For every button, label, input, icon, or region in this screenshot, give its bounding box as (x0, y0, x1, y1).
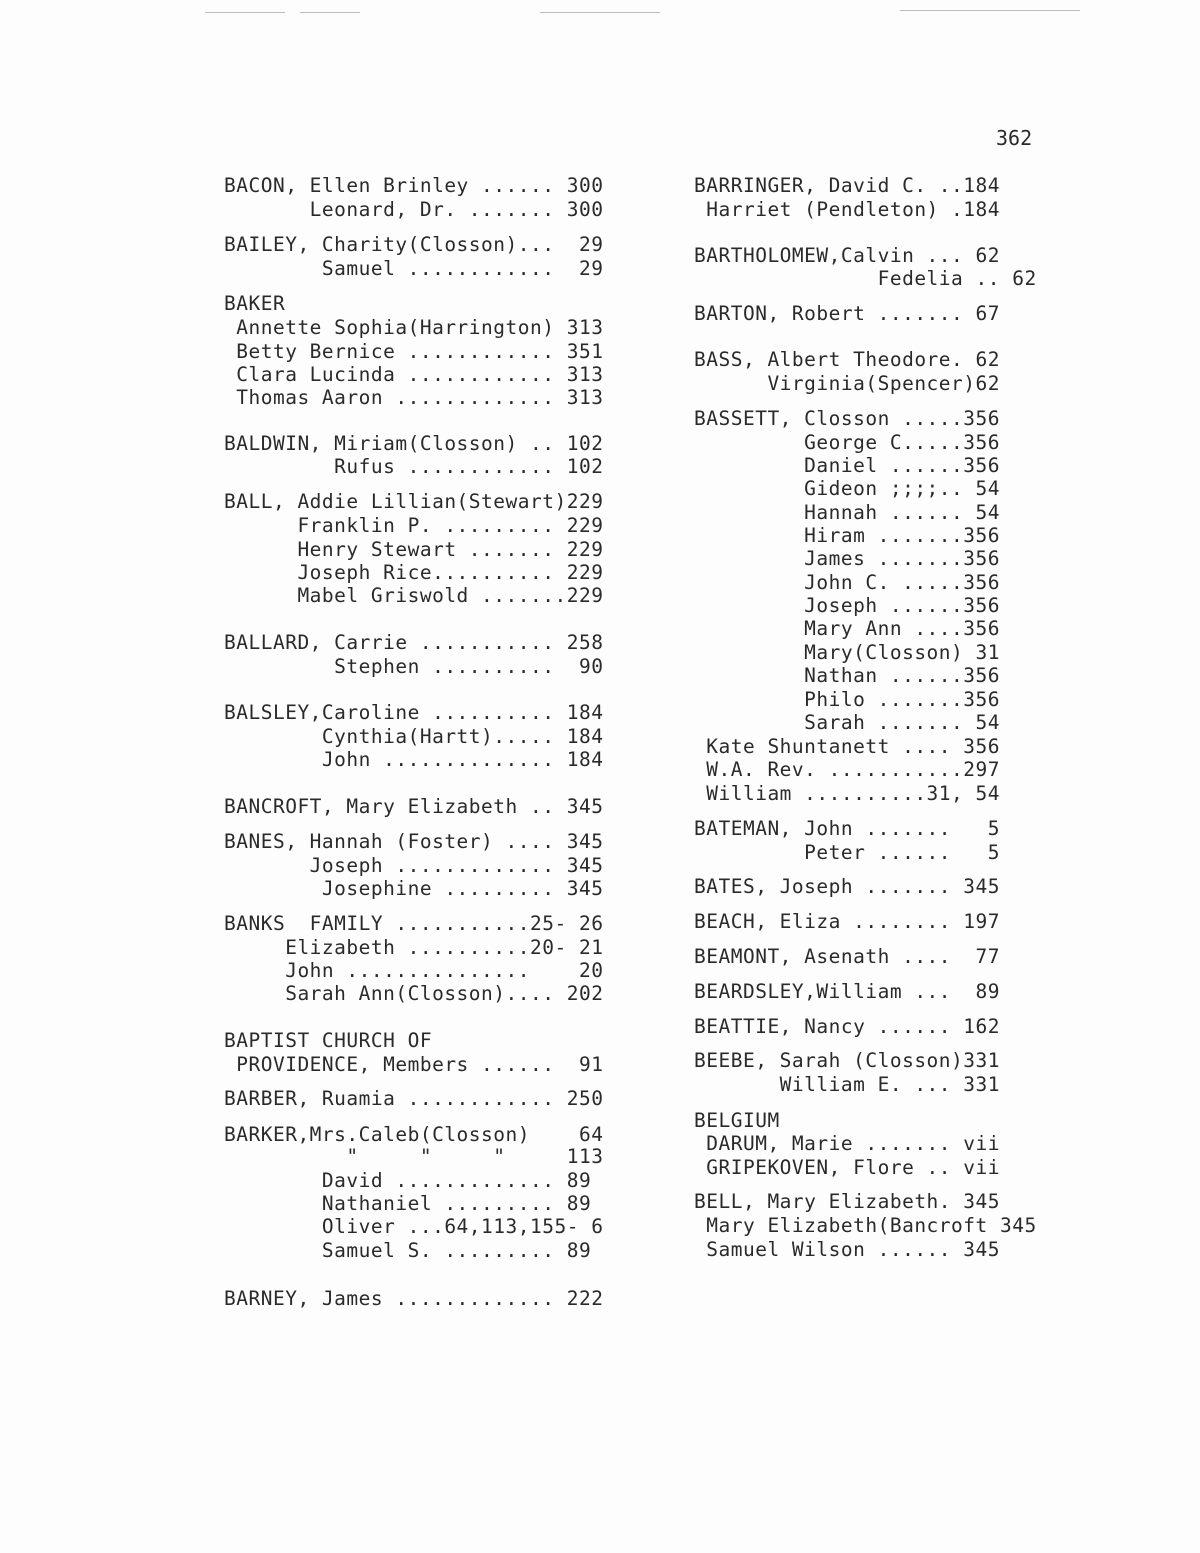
index-entry: Thomas Aaron ............. 313 (224, 386, 604, 409)
index-entry: Franklin P. ......... 229 (224, 514, 604, 537)
index-entry: William ..........31, 54 (694, 782, 1000, 805)
index-entry: Josephine ......... 345 (224, 877, 604, 900)
index-entry: BAILEY, Charity(Closson)... 29 (224, 233, 604, 256)
index-entry: Clara Lucinda ............ 313 (224, 363, 604, 386)
index-entry: Nathaniel ......... 89 (224, 1192, 592, 1215)
index-entry: BASSETT, Closson .....356 (694, 407, 1000, 430)
index-entry: Leonard, Dr. ....... 300 (224, 198, 604, 221)
index-entry: Virginia(Spencer)62 (694, 372, 1000, 395)
index-entry: Rufus ............ 102 (224, 455, 604, 478)
index-entry: Kate Shuntanett .... 356 (694, 735, 1000, 758)
index-entry: BARKER,Mrs.Caleb(Closson) 64 (224, 1123, 604, 1146)
index-entry: BEEBE, Sarah (Closson)331 (694, 1049, 1000, 1072)
index-entry: Hiram .......356 (694, 524, 1000, 547)
index-entry: Sarah Ann(Closson).... 202 (224, 982, 604, 1005)
index-entry: BEARDSLEY,William ... 89 (694, 980, 1000, 1003)
index-entry: John C. .....356 (694, 571, 1000, 594)
index-entry: BALLARD, Carrie ........... 258 (224, 631, 604, 654)
index-entry: BARNEY, James ............. 222 (224, 1287, 604, 1310)
index-entry: Nathan ......356 (694, 664, 1000, 687)
index-entry: BATES, Joseph ....... 345 (694, 875, 1000, 898)
page-number: 362 (996, 126, 1033, 150)
index-entry: James .......356 (694, 547, 1000, 570)
index-entry: BARRINGER, David C. ..184 (694, 174, 1000, 197)
index-entry: BATEMAN, John ....... 5 (694, 817, 1000, 840)
index-entry: BEAMONT, Asenath .... 77 (694, 945, 1000, 968)
index-entry: Elizabeth ..........20- 21 (224, 936, 604, 959)
index-entry: BEACH, Eliza ........ 197 (694, 910, 1000, 933)
index-entry: BANES, Hannah (Foster) .... 345 (224, 830, 604, 853)
index-entry: Harriet (Pendleton) .184 (694, 198, 1000, 221)
index-entry: BALSLEY,Caroline .......... 184 (224, 701, 604, 724)
index-entry: Peter ...... 5 (694, 841, 1000, 864)
index-entry: John .............. 184 (224, 748, 604, 771)
index-entry: DARUM, Marie ....... vii (694, 1132, 1000, 1155)
index-entry: BARBER, Ruamia ............ 250 (224, 1087, 604, 1110)
index-entry: William E. ... 331 (694, 1073, 1000, 1096)
index-entry: Oliver ...64,113,155- 6 (224, 1215, 604, 1238)
index-entry: BACON, Ellen Brinley ...... 300 (224, 174, 604, 197)
index-entry: BANKS FAMILY ...........25- 26 (224, 912, 604, 935)
index-entry: Henry Stewart ....... 229 (224, 538, 604, 561)
index-entry: Samuel S. ......... 89 (224, 1239, 592, 1262)
index-entry: GRIPEKOVEN, Flore .. vii (694, 1156, 1000, 1179)
index-entry: Betty Bernice ............ 351 (224, 340, 604, 363)
scan-speck (540, 12, 660, 13)
index-entry: BARTHOLOMEW,Calvin ... 62 (694, 244, 1000, 267)
index-entry: BARTON, Robert ....... 67 (694, 302, 1000, 325)
index-entry: Joseph Rice.......... 229 (224, 561, 604, 584)
scan-speck (300, 12, 360, 13)
index-entry: Mary(Closson) 31 (694, 641, 1000, 664)
index-entry: Samuel Wilson ...... 345 (694, 1238, 1000, 1261)
scan-speck (900, 10, 1080, 11)
index-entry: BASS, Albert Theodore. 62 (694, 348, 1000, 371)
index-entry: BELL, Mary Elizabeth. 345 (694, 1190, 1000, 1213)
index-entry: Mary Ann ....356 (694, 617, 1000, 640)
index-entry: " " " 113 (224, 1145, 604, 1168)
index-entry: BAKER (224, 292, 286, 315)
index-entry: BALL, Addie Lillian(Stewart)229 (224, 490, 604, 513)
index-entry: Stephen .......... 90 (224, 655, 604, 678)
index-entry: Fedelia .. 62 (694, 267, 1037, 290)
index-entry: Annette Sophia(Harrington) 313 (224, 316, 604, 339)
index-entry: David ............. 89 (224, 1169, 592, 1192)
index-entry: Hannah ...... 54 (694, 501, 1000, 524)
index-entry: George C.....356 (694, 431, 1000, 454)
index-entry: Sarah ....... 54 (694, 711, 1000, 734)
index-entry: Daniel ......356 (694, 454, 1000, 477)
index-entry: BAPTIST CHURCH OF (224, 1029, 433, 1052)
index-entry: Philo .......356 (694, 688, 1000, 711)
index-entry: BEATTIE, Nancy ...... 162 (694, 1015, 1000, 1038)
index-entry: BELGIUM (694, 1109, 780, 1132)
index-entry: Gideon ;;;;.. 54 (694, 477, 1000, 500)
index-entry: Joseph ............. 345 (224, 854, 604, 877)
index-entry: BALDWIN, Miriam(Closson) .. 102 (224, 432, 604, 455)
index-entry: Mary Elizabeth(Bancroft 345 (694, 1214, 1037, 1237)
index-entry: Cynthia(Hartt)..... 184 (224, 725, 604, 748)
scan-speck (205, 12, 285, 13)
index-entry: Mabel Griswold .......229 (224, 584, 604, 607)
index-entry: John ............... 20 (224, 959, 604, 982)
index-entry: W.A. Rev. ...........297 (694, 758, 1000, 781)
index-entry: PROVIDENCE, Members ...... 91 (224, 1053, 604, 1076)
index-entry: BANCROFT, Mary Elizabeth .. 345 (224, 795, 604, 818)
index-entry: Joseph ......356 (694, 594, 1000, 617)
index-entry: Samuel ............ 29 (224, 257, 604, 280)
